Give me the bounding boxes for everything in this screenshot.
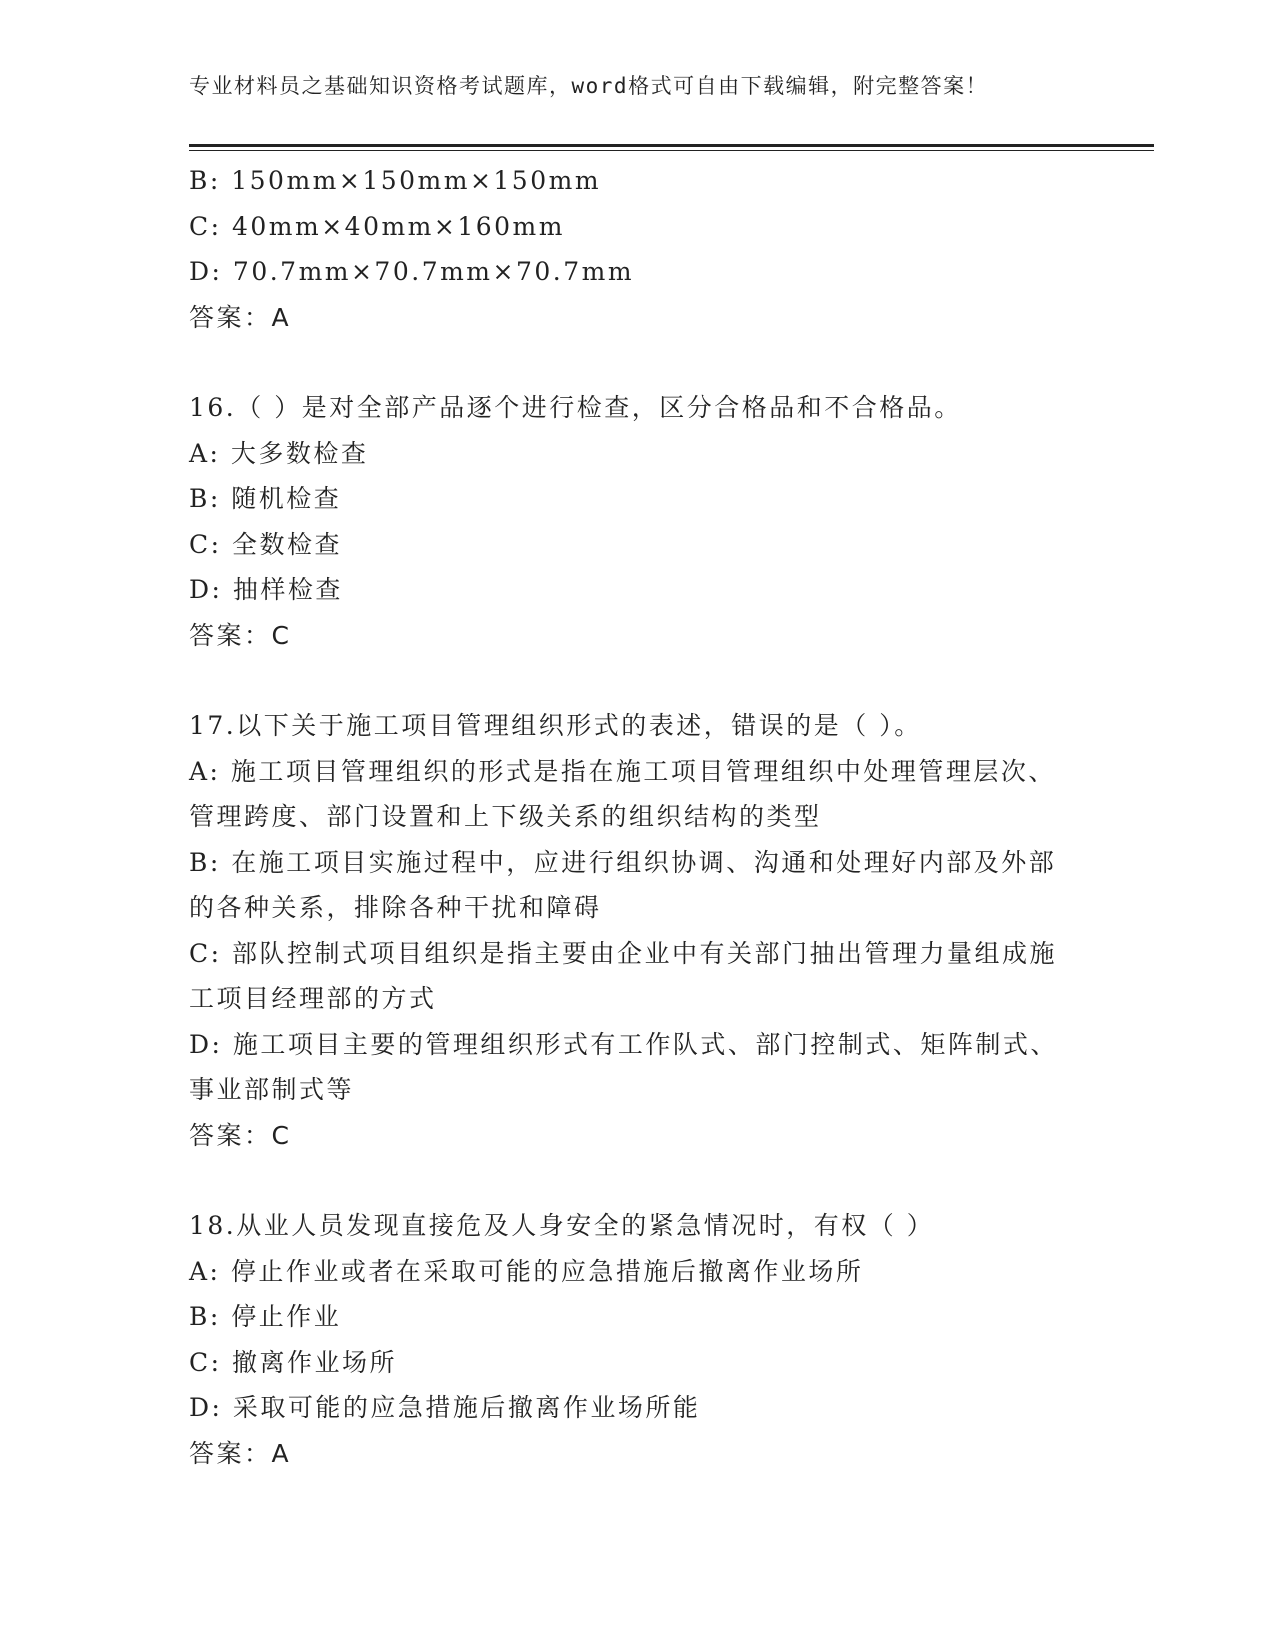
option-a: A: 大多数检查 <box>189 438 369 468</box>
option-a: A: 停止作业或者在采取可能的应急措施后撤离作业场所 <box>189 1256 864 1286</box>
option-c: C: 撤离作业场所 <box>189 1347 397 1377</box>
option-c: C: 40mm×40mm×160mm <box>189 211 565 241</box>
question-block-16 <box>189 385 1069 658</box>
answer-label: 答案：C <box>189 620 292 650</box>
option-b: B: 停止作业 <box>189 1302 342 1331</box>
question-text: 16.（ ）是对全部产品逐个进行检查，区分合格品和不合格品。 <box>189 393 962 422</box>
question-text: 18.从业人员发现直接危及人身安全的紧急情况时，有权（ ） <box>189 1211 935 1240</box>
document-header: 专业材料员之基础知识资格考试题库，word格式可自由下载编辑，附完整答案！ <box>189 74 989 98</box>
question-block-15-tail <box>189 158 1069 340</box>
option-b: B: 150mm×150mm×150mm <box>189 166 602 195</box>
answer-label: 答案：A <box>189 302 292 332</box>
header-rule-thick <box>189 144 1154 147</box>
option-d: D: 抽样检查 <box>189 575 343 604</box>
header-rule-thin <box>189 150 1154 151</box>
option-b: B: 在施工项目实施过程中，应进行组织协调、沟通和处理好内部及外部的各种关系，排除各种干扰和障碍 <box>189 847 1057 922</box>
question-block-17 <box>189 703 1069 1158</box>
option-c: C: 全数检查 <box>189 529 342 559</box>
answer-label: 答案：A <box>189 1438 292 1468</box>
option-d: D: 采取可能的应急措施后撤离作业场所能 <box>189 1393 701 1422</box>
option-a: A: 施工项目管理组织的形式是指在施工项目管理组织中处理管理层次、管理跨度、部门设置和上下级关系的组织结构的类型 <box>189 756 1056 831</box>
option-c: C: 部队控制式项目组织是指主要由企业中有关部门抽出管理力量组成施工项目经理部的方式 <box>189 938 1058 1013</box>
option-d: D: 70.7mm×70.7mm×70.7mm <box>189 257 635 286</box>
question-list <box>189 158 1069 1476</box>
answer-label: 答案：C <box>189 1120 292 1150</box>
option-d: D: 施工项目主要的管理组织形式有工作队式、部门控制式、矩阵制式、事业部制式等 <box>189 1029 1058 1104</box>
question-block-18 <box>189 1203 1069 1476</box>
option-b: B: 随机检查 <box>189 484 342 513</box>
question-text: 17.以下关于施工项目管理组织形式的表述，错误的是（ ）。 <box>189 711 922 740</box>
